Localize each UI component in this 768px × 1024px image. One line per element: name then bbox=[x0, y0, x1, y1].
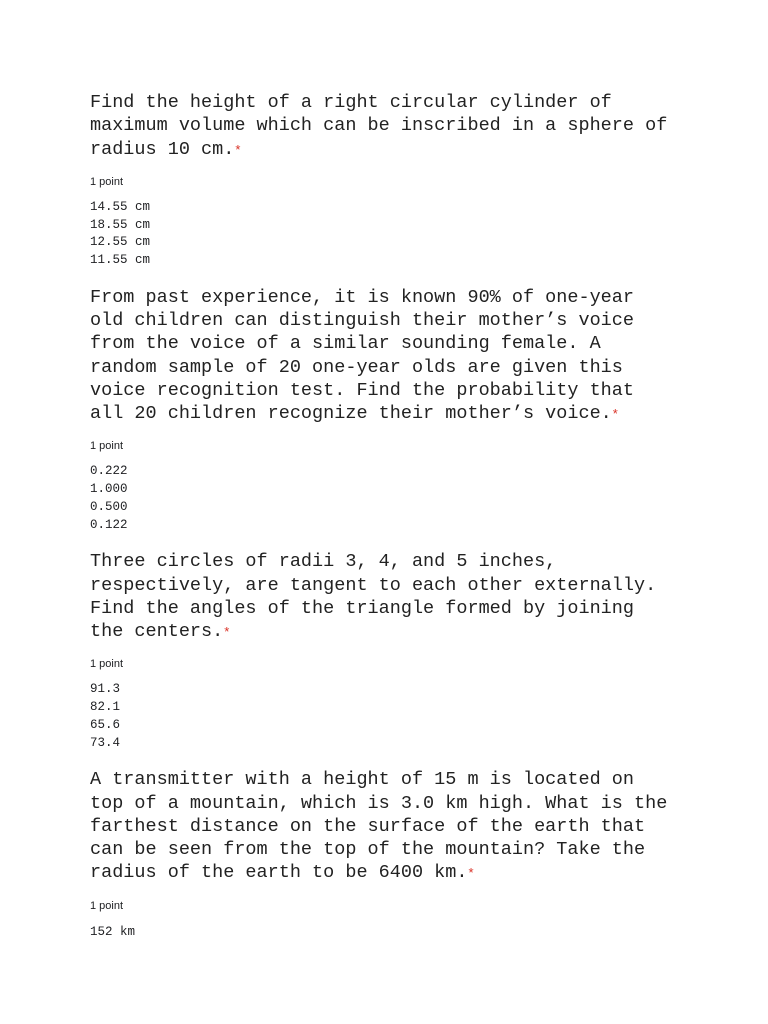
required-marker: * bbox=[612, 406, 618, 422]
question-2 bbox=[90, 286, 730, 535]
question-3 bbox=[90, 550, 730, 752]
question-1 bbox=[90, 91, 730, 270]
question-2-line-6: all 20 children recognize their mother’s voice. bbox=[90, 403, 612, 425]
required-marker: * bbox=[468, 865, 474, 881]
question-3-line-3: Find the angles of the triangle formed by joining bbox=[90, 597, 634, 619]
required-marker: * bbox=[224, 624, 230, 640]
option-item[interactable]: 73.4 bbox=[90, 735, 121, 750]
option-item[interactable]: 0.500 bbox=[90, 499, 128, 514]
option-item[interactable]: 18.55 cm bbox=[90, 217, 151, 232]
option-item[interactable]: 11.55 cm bbox=[90, 253, 151, 267]
question-3-options bbox=[90, 681, 730, 752]
question-3-line-4: the centers. bbox=[90, 621, 224, 643]
question-1-points: 1 point bbox=[90, 175, 124, 188]
question-4-text bbox=[90, 768, 730, 884]
question-2-line-3: from the voice of a similar sounding female. A bbox=[90, 333, 601, 355]
question-2-line-1: From past experience, it is known 90% of one-year bbox=[90, 286, 634, 308]
option-item[interactable]: 1.000 bbox=[90, 482, 128, 497]
question-2-text bbox=[90, 286, 730, 426]
option-item[interactable]: 91.3 bbox=[90, 682, 121, 697]
option-item[interactable]: 14.55 cm bbox=[90, 199, 151, 214]
question-3-line-2: respectively, are tangent to each other externally. bbox=[90, 574, 657, 596]
question-4-options bbox=[90, 924, 730, 942]
question-4-line-5: radius of the earth to be 6400 km. bbox=[90, 862, 468, 884]
required-marker: * bbox=[235, 141, 241, 157]
question-1-options bbox=[90, 199, 730, 270]
question-4-line-4: can be seen from the top of the mountain? Take the bbox=[90, 839, 646, 861]
option-item[interactable]: 0.222 bbox=[90, 464, 128, 479]
option-item[interactable]: 12.55 cm bbox=[90, 235, 151, 250]
question-1-line-2: maximum volume which can be inscribed in a sphere of bbox=[90, 115, 668, 137]
option-item[interactable]: 65.6 bbox=[90, 717, 121, 732]
question-2-line-4: random sample of 20 one-year olds are given this bbox=[90, 356, 623, 378]
question-4-points: 1 point bbox=[90, 899, 124, 912]
form-page bbox=[90, 91, 730, 957]
question-1-text bbox=[90, 91, 730, 161]
question-4-line-1: A transmitter with a height of 15 m is located on bbox=[90, 769, 634, 791]
question-4-line-2: top of a mountain, which is 3.0 km high. What is the bbox=[90, 792, 668, 814]
question-2-options bbox=[90, 463, 730, 534]
question-4-line-3: farthest distance on the surface of the earth that bbox=[90, 815, 646, 837]
question-2-line-2: old children can distinguish their mother’s voice bbox=[90, 310, 634, 331]
option-item[interactable]: 0.122 bbox=[90, 517, 128, 532]
option-item[interactable]: 82.1 bbox=[90, 700, 121, 715]
option-item[interactable]: 152 km bbox=[90, 924, 136, 939]
question-2-line-5: voice recognition test. Find the probability that bbox=[90, 379, 634, 401]
question-4 bbox=[90, 768, 730, 941]
question-1-line-1: Find the height of a right circular cylinder of bbox=[90, 92, 612, 113]
question-3-text bbox=[90, 550, 730, 643]
question-3-line-1: Three circles of radii 3, 4, and 5 inches, bbox=[90, 551, 557, 573]
question-2-points: 1 point bbox=[90, 440, 124, 453]
question-1-line-3: radius 10 cm. bbox=[90, 138, 235, 160]
question-3-points: 1 point bbox=[90, 658, 124, 671]
